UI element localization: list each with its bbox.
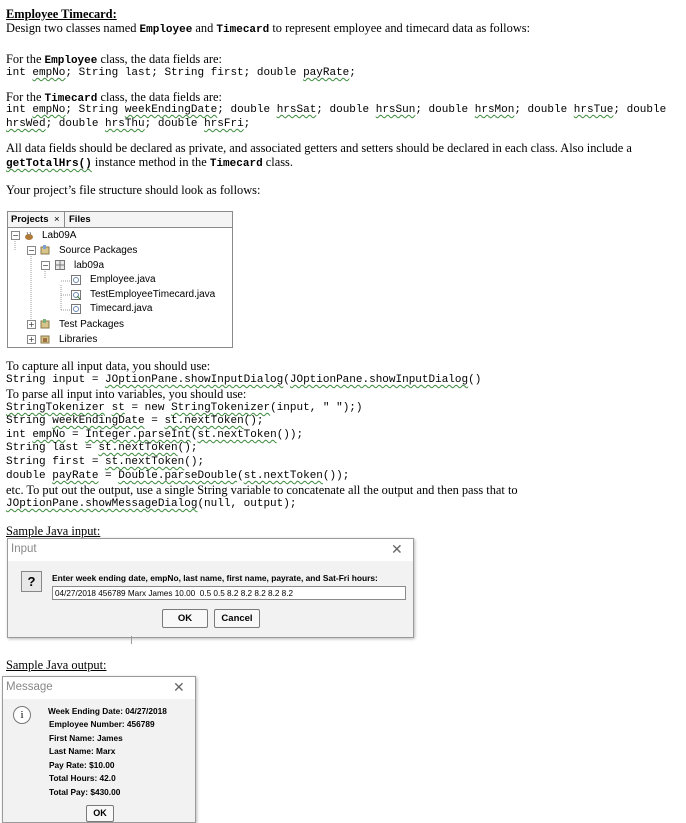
tab-close-icon[interactable]: ×: [54, 214, 60, 225]
parse-code-line4: String last = st.nextToken();: [6, 442, 198, 454]
sample-input-label: Sample Java input:: [6, 524, 101, 538]
ok-button[interactable]: OK: [162, 609, 208, 628]
timecard-fields-code-line2: hrsWed; double hrsThu; double hrsFri;: [6, 118, 251, 130]
input-dialog-text-field[interactable]: [52, 586, 406, 600]
message-line: Employee Number: 456789: [49, 719, 155, 729]
message-line: Pay Rate: $10.00: [49, 760, 115, 770]
input-dialog-prompt: Enter week ending date, empNo, last name, first name, payrate, and Sat-Fri hours:: [52, 573, 378, 583]
expand-test-packages-toggle[interactable]: +: [28, 320, 35, 329]
parse-code-line3: int empNo = Integer.parseInt(st.nextToken());: [6, 429, 304, 441]
tree-project-lab09a[interactable]: Lab09A: [42, 230, 77, 241]
java-file-icon: [71, 304, 81, 314]
collapse-lab09a-package-toggle[interactable]: −: [42, 261, 49, 270]
total-hours-note: getTotalHrs() instance method in the Timecard class.: [6, 155, 293, 170]
tree-test-packages[interactable]: Test Packages: [59, 319, 125, 330]
package-icon: [55, 260, 65, 270]
tree-file-employee[interactable]: Employee.java: [90, 274, 156, 285]
message-line: Week Ending Date: 04/27/2018: [48, 706, 167, 716]
message-line: Last Name: Marx: [49, 746, 116, 756]
capture-label: To capture all input data, you should use:: [6, 359, 211, 373]
divider-tick: [131, 636, 132, 644]
ok-button[interactable]: OK: [86, 805, 114, 822]
timecard-fields-label: For the Timecard class, the data fields are:: [6, 90, 222, 105]
parse-code-line2: String weekEndingDate = st.nextToken();: [6, 415, 264, 427]
structure-note: Your project’s file structure should look as follows:: [6, 183, 261, 197]
collapse-lab09a-toggle[interactable]: −: [12, 231, 19, 240]
cancel-button[interactable]: Cancel: [214, 609, 260, 628]
message-dialog-titlebar: [3, 677, 195, 699]
message-line: First Name: James: [49, 733, 123, 743]
employee-fields-label: For the Employee class, the data fields are:: [6, 52, 222, 67]
close-icon[interactable]: ✕: [173, 679, 185, 695]
page-title: Employee Timecard:: [6, 7, 117, 21]
libraries-icon: [40, 334, 50, 344]
parse-code-line6: double payRate = Double.parseDouble(st.nextToken());: [6, 470, 350, 482]
private-fields-note: All data fields should be declared as private, and associated getters and setters should be declared in each class. Also include a: [6, 141, 632, 155]
java-main-file-icon: [71, 290, 81, 300]
input-dialog-title: Input: [11, 543, 37, 555]
message-line: Total Hours: 42.0: [49, 773, 116, 783]
close-icon[interactable]: ✕: [391, 541, 403, 557]
source-packages-icon: [40, 245, 50, 255]
tree-libraries[interactable]: Libraries: [59, 334, 98, 345]
expand-libraries-toggle[interactable]: +: [28, 335, 35, 344]
intro-text: Design two classes named Employee and Timecard to represent employee and timecard data as follows:: [6, 21, 531, 36]
input-dialog: [7, 538, 414, 638]
project-coffee-icon: [24, 231, 34, 241]
sample-output-label: Sample Java output:: [6, 658, 107, 672]
tree-file-timecard[interactable]: Timecard.java: [90, 303, 153, 314]
java-file-icon: [71, 275, 81, 285]
question-icon: ?: [21, 571, 42, 592]
message-dialog: [2, 676, 196, 823]
parse-code-line1: StringTokenizer st = new StringTokenizer(input, " ");): [6, 402, 363, 414]
message-line: Total Pay: $430.00: [49, 787, 121, 797]
tree-source-packages[interactable]: Source Packages: [59, 245, 138, 256]
parse-code-line5: String first = st.nextToken();: [6, 456, 205, 468]
message-dialog-title: Message: [6, 681, 53, 693]
output-note: etc. To put out the output, use a single String variable to concatenate all the output and then pass that to: [6, 483, 518, 497]
timecard-fields-code-line1: int empNo; String weekEndingDate; double hrsSat; double hrsSun; double hrsMon; double hrsTue; double: [6, 104, 667, 116]
project-tree-panel: [7, 211, 233, 348]
output-code: JOptionPane.showMessageDialog(null, output);: [6, 498, 297, 510]
tree-package-lab09a[interactable]: lab09a: [74, 260, 105, 271]
info-icon: i: [13, 706, 31, 724]
tab-files[interactable]: Files: [69, 214, 91, 225]
input-dialog-titlebar: [8, 539, 413, 561]
parse-label: To parse all input into variables, you should use:: [6, 387, 247, 401]
test-packages-icon: [40, 319, 50, 329]
tab-projects[interactable]: Projects: [11, 214, 49, 225]
capture-code: String input = JOptionPane.showInputDialog(JOptionPane.showInputDialog(): [6, 374, 482, 386]
collapse-source-packages-toggle[interactable]: −: [28, 246, 35, 255]
tree-file-test[interactable]: TestEmployeeTimecard.java: [90, 289, 216, 300]
employee-fields-code: int empNo; String last; String first; double payRate;: [6, 67, 356, 79]
